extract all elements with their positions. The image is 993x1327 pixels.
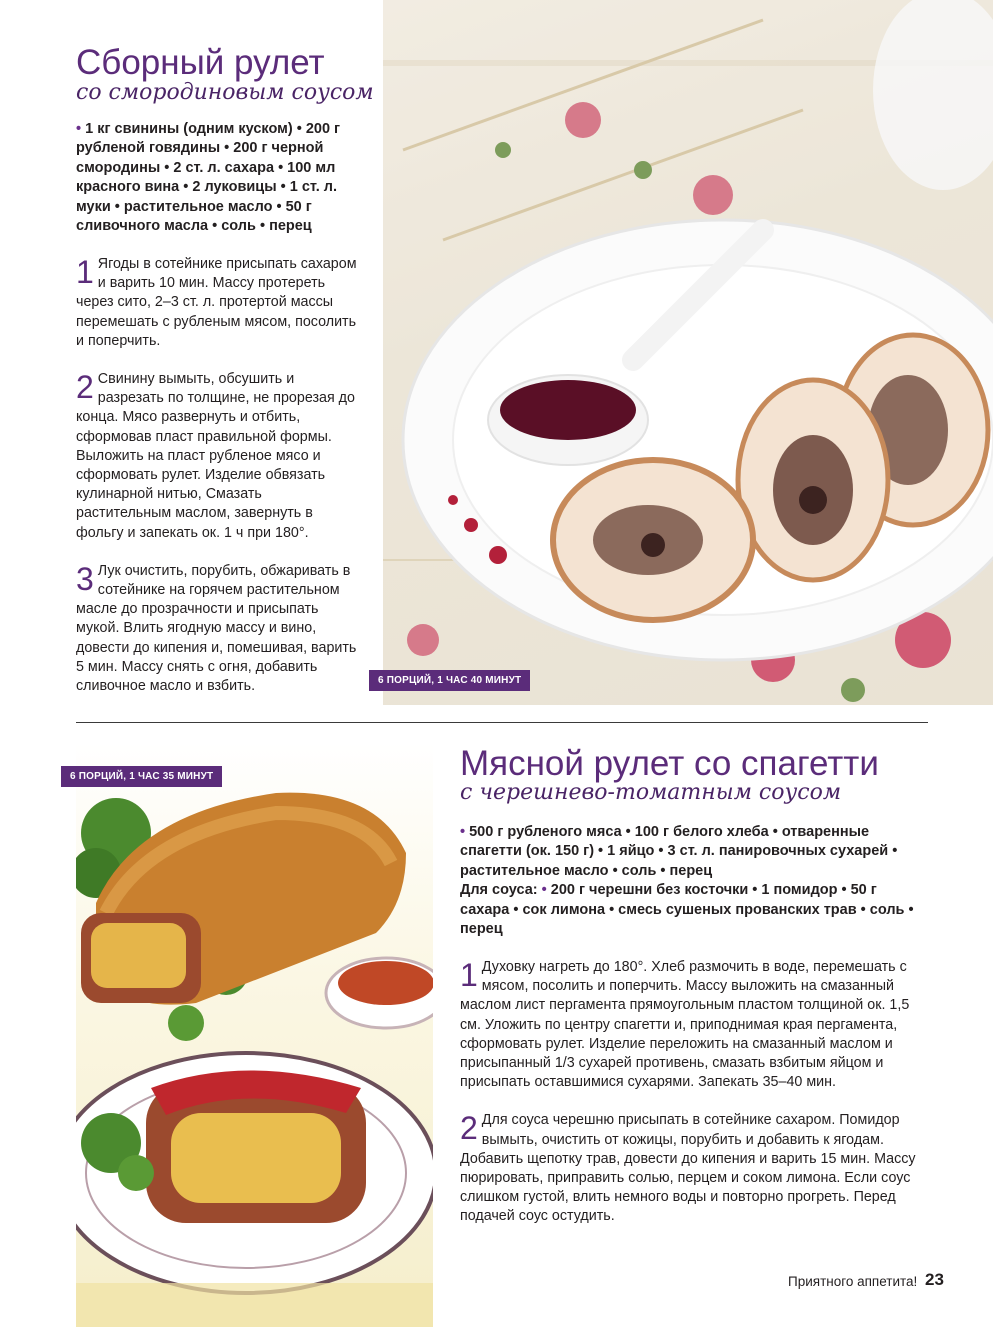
bullet-icon: • [541,882,551,899]
page-number: 23 [925,1270,944,1289]
recipe2-photo [76,743,433,1327]
recipe2-subtitle: с черешнево-томатным соусом [460,780,842,805]
step-text: Лук очистить, порубить, обжаривать в сотейнике на горячем растительном масле до прозрачности и присыпать мукой. Влить ягодную массу и вино, довести до кипения и, помешивая, варить 5 мин. Массу снять с огня, добавить сливочное масло и взбить. [76,562,357,695]
step-text: Для соуса черешню присыпать в сотейнике сахаром. Помидор вымыть, очистить от кожицы, порубить и добавить к ягодам. Добавить щепотку трав, довести до кипения и варить 15 мин. Массу пюрировать, приправить солью, перцем и соком лимона. Если соус слишком густой, влить немного воды и повторно прогреть. Перед подачей соус остудить. [460,1112,916,1225]
recipe2-steps [460,958,920,1246]
footer-slogan: Приятного аппетита! [788,1274,918,1289]
step-number: 3 [76,560,94,597]
recipe1-subtitle: со смородиновым соусом [76,80,374,105]
step-number: 1 [460,957,478,993]
recipe1-step [76,370,361,543]
step-number: 1 [76,254,94,290]
recipe2-time-badge: 6 ПОРЦИЙ, 1 ЧАС 35 МИНУТ [61,766,222,787]
meatloaf-illustration [76,743,433,1327]
sauce-ingredients-text: 200 г черешни без косточки • 1 помидор • 50 г сахара • сок лимона • смесь сушеных прованских трав • соль • перец [460,882,914,938]
recipe2-ingredients [460,823,930,939]
recipe1-step [76,562,361,696]
step-text: Духовку нагреть до 180°. Хлеб размочить в воде, перемешать с мясом, посолить и поперчить. Массу выложить на смазанный маслом лист пергамента прямоугольным пластом толщиной ок. 1,5 см. Уложить по центру спагетти и, приподнимая края пергамента, сформовать рулет. Изделие переложить на смазанный маслом и присыпанный 1/3 сухарей противень, смазать взбитым яйцом и присыпать оставшимися сухарями. Запекать 35–40 мин. [460,959,910,1091]
step-text: Ягоды в сотейнике присыпать сахаром и варить 10 мин. Массу протереть через сито, 2–3 ст. л. протертой массы перемешать с рубленым мясом, посолить и поперчить. [76,256,357,349]
bullet-icon: • [76,121,86,137]
pork-roll-illustration [383,0,993,705]
section-divider [76,722,928,723]
sauce-label: Для соуса: [460,882,538,899]
recipe1-photo [383,0,993,705]
recipe1-ingredients [76,120,366,236]
recipe2-title: Мясной рулет со спагетти [460,744,879,783]
step-text: Свинину вымыть, обсушить и разрезать по толщине, не прорезая до конца. Мясо развернуть и отбить, сформовав пласт правильной формы. Выложить на пласт рубленое мясо и сформовать рулет. Изделие обвязать кулинарной нитью, Смазать растительным маслом, завернуть в фольгу и запекать ок. 1 ч при 180°. [76,371,355,541]
recipe1-title: Сборный рулет [76,43,325,82]
recipe1-ingredients-text: 1 кг свинины (одним куском) • 200 г рубленой говядины • 200 г черной смородины • 2 ст. л. сахара • 100 мл красного вина • 2 луковицы • 1 ст. л. муки • растительное масло • 50 г сливочного масла • соль • перец [76,121,341,235]
recipe2-step [460,958,920,1092]
recipe2-ingredients-text: 500 г рубленого мяса • 100 г белого хлеба • отваренные спагетти (ок. 150 г) • 1 яйцо • 3 ст. л. панировочных сухарей • растительное масло • соль • перец [460,824,898,879]
recipe1-time-badge: 6 ПОРЦИЙ, 1 ЧАС 40 МИНУТ [369,670,530,691]
recipe1-steps [76,255,361,715]
step-number: 2 [460,1110,478,1147]
bullet-icon: • [460,824,470,840]
step-number: 2 [76,369,94,406]
recipe2-step [460,1111,920,1226]
recipe1-step [76,255,361,351]
